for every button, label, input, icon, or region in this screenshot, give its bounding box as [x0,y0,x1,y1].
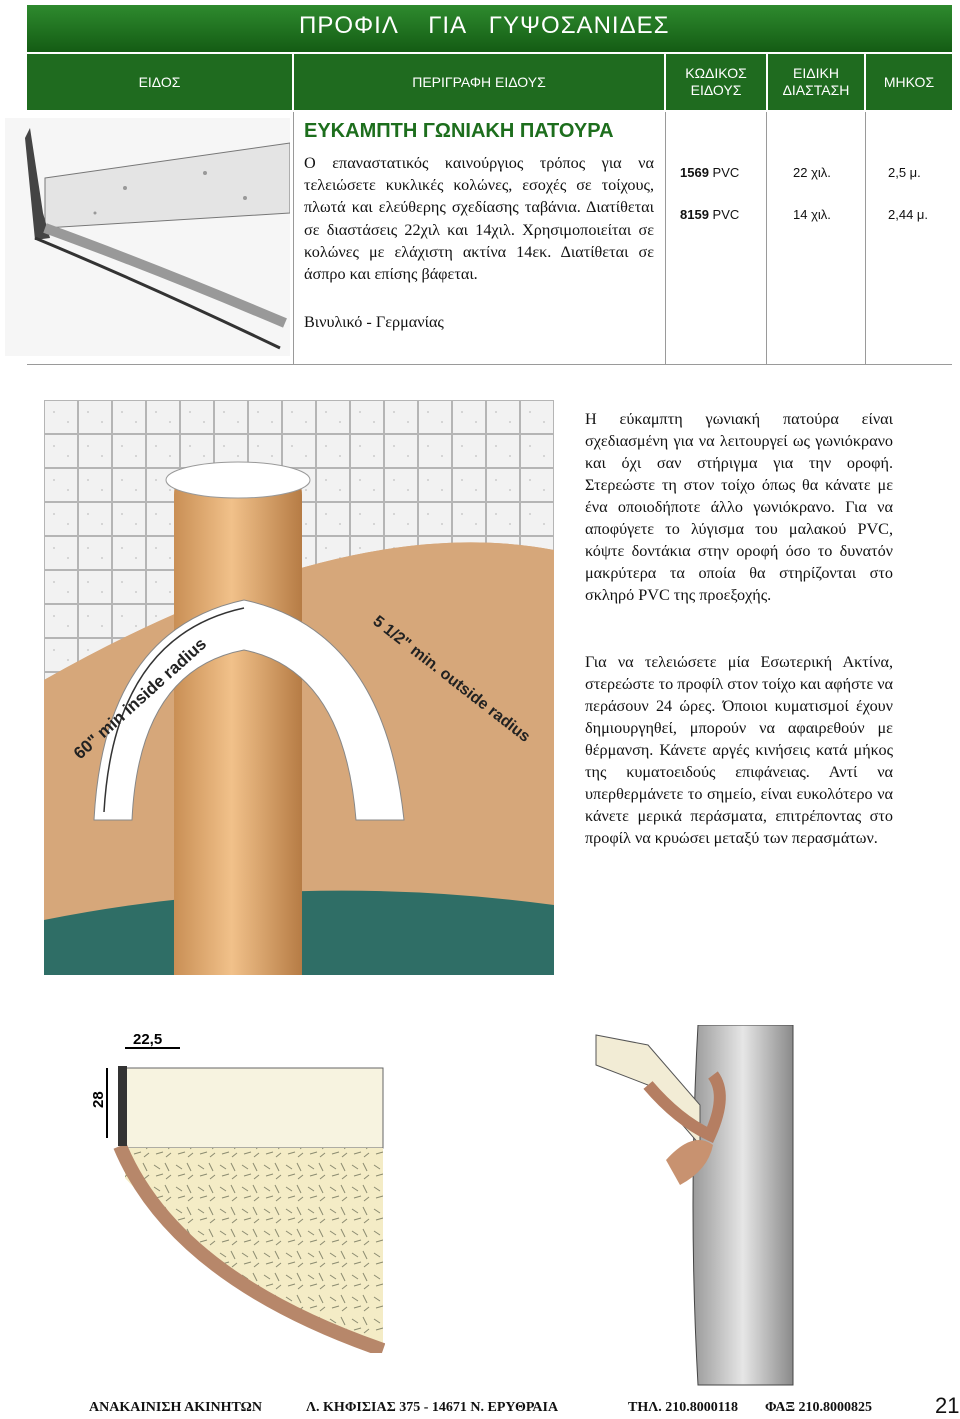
variant-code: 8159 PVC [680,207,740,222]
product-description: Ο επαναστατικός καινούργιος τρόπος για να τελειώσετε κυκλικές κολώνες, εσοχές σε τοίχους, πλωτά και ελεύθερης σχεδίασης ταβάνια. Διατίθεται σε διαστάσεις 22χιλ και 14χιλ. Χρησιμοποιείται σε κολώνες με ελάχιστη ακτίνα 14εκ. Διατίθεται σε άσπρο και επίσης βάφεται. [304,154,654,284]
footer-fax: ΦΑΞ 210.8000825 [765,1400,872,1415]
table-bottom-line [27,364,952,365]
page-title: ΠΡΟΦΙΛ ΓΙΑ ΓΥΨΟΣΑΝΙΔΕΣ [299,12,670,39]
header-dimension: ΕΙΔΙΚΗ ΔΙΑΣΤΑΣΗ [768,54,864,110]
dimension-width-label: 22,5 [133,1031,163,1048]
variant-dimension: 22 χιλ. [793,165,831,180]
page-banner [27,5,952,52]
inside-radius-label [60,620,260,780]
dimension-height-label: 28 [90,1091,107,1108]
header-description: ΠΕΡΙΓΡΑΦΗ ΕΙΔΟΥΣ [294,54,664,110]
header-length: ΜΗΚΟΣ [866,54,952,110]
variant-length: 2,44 μ. [888,207,929,222]
product-origin: Βινυλικό - Γερμανίας [304,313,444,331]
table-divider [293,112,294,365]
footer-company: ΑΝΑΚΑΙΝΙΣΗ ΑΚΙΝΗΤΩΝ [89,1400,262,1415]
pillar-detail-image [588,1025,798,1390]
header-type: ΕΙΔΟΣ [27,54,292,110]
footer-address: Λ. ΚΗΦΙΣΙΑΣ 375 - 14671 Ν. ΕΡΥΘΡΑΙΑ [306,1400,559,1415]
header-code: ΚΩΔΙΚΟΣ ΕΙΔΟΥΣ [666,54,766,110]
variant-length: 2,5 μ. [888,165,921,180]
table-divider [865,112,866,365]
outside-radius-text: 5 1/2" min. outside radius [369,612,534,746]
cross-section-diagram [85,1028,385,1353]
table-divider [665,112,666,365]
instruction-paragraph: Η εύκαμπτη γωνιακή πατούρα είναι σχεδιασμένη για να λειτουργεί ως γωνιόκρανο και όχι σαν στήριγμα για την οροφή. Στερεώστε τη στον τοίχο όπως θα κάνατε με ένα οποιοδήποτε άλλο γωνιόκρανο. Για να αποφύγετε το λύγισμα του μαλακού PVC, κόψτε δοντάκια στην οροφή όσο το δυνατόν μακρύτερα τα οποία θα στηρίζονται στο σκληρό PVC της προεξοχής. [585,410,893,604]
outside-radius-label [360,605,540,765]
footer-phone: ΤΗΛ. 210.8000118 [628,1400,738,1415]
variant-dimension: 14 χιλ. [793,207,831,222]
page-number: 21 [935,1393,960,1418]
instruction-paragraph: Για να τελειώσετε μία Εσωτερική Ακτίνα, στερεώστε το προφίλ στον τοίχο και αφήστε να περάσουν 24 ώρες. Όποιοι κυματισμοί έχουν δημιουργηθεί, μπορούν να αφαιρεθούν με θέρμανση. Κάνετε αργές κινήσεις κατά μήκος της κυματοειδούς επιφάνειας. Αντί να υπερθερμάνετε το σημείο, είναι ευκολότερο να κάνετε μερικά περάσματα, επιτρέποντας στο προφίλ να κρυώσει μεταξύ των περασμάτων. [585,653,893,847]
product-title: ΕΥΚΑΜΠΤΗ ΓΩΝΙΑΚΗ ΠΑΤΟΥΡΑ [304,120,614,142]
profile-sketch-image [5,118,290,356]
table-divider [766,112,767,365]
inside-radius-text: 60" min inside radius [69,634,211,763]
variant-code: 1569 PVC [680,165,740,180]
